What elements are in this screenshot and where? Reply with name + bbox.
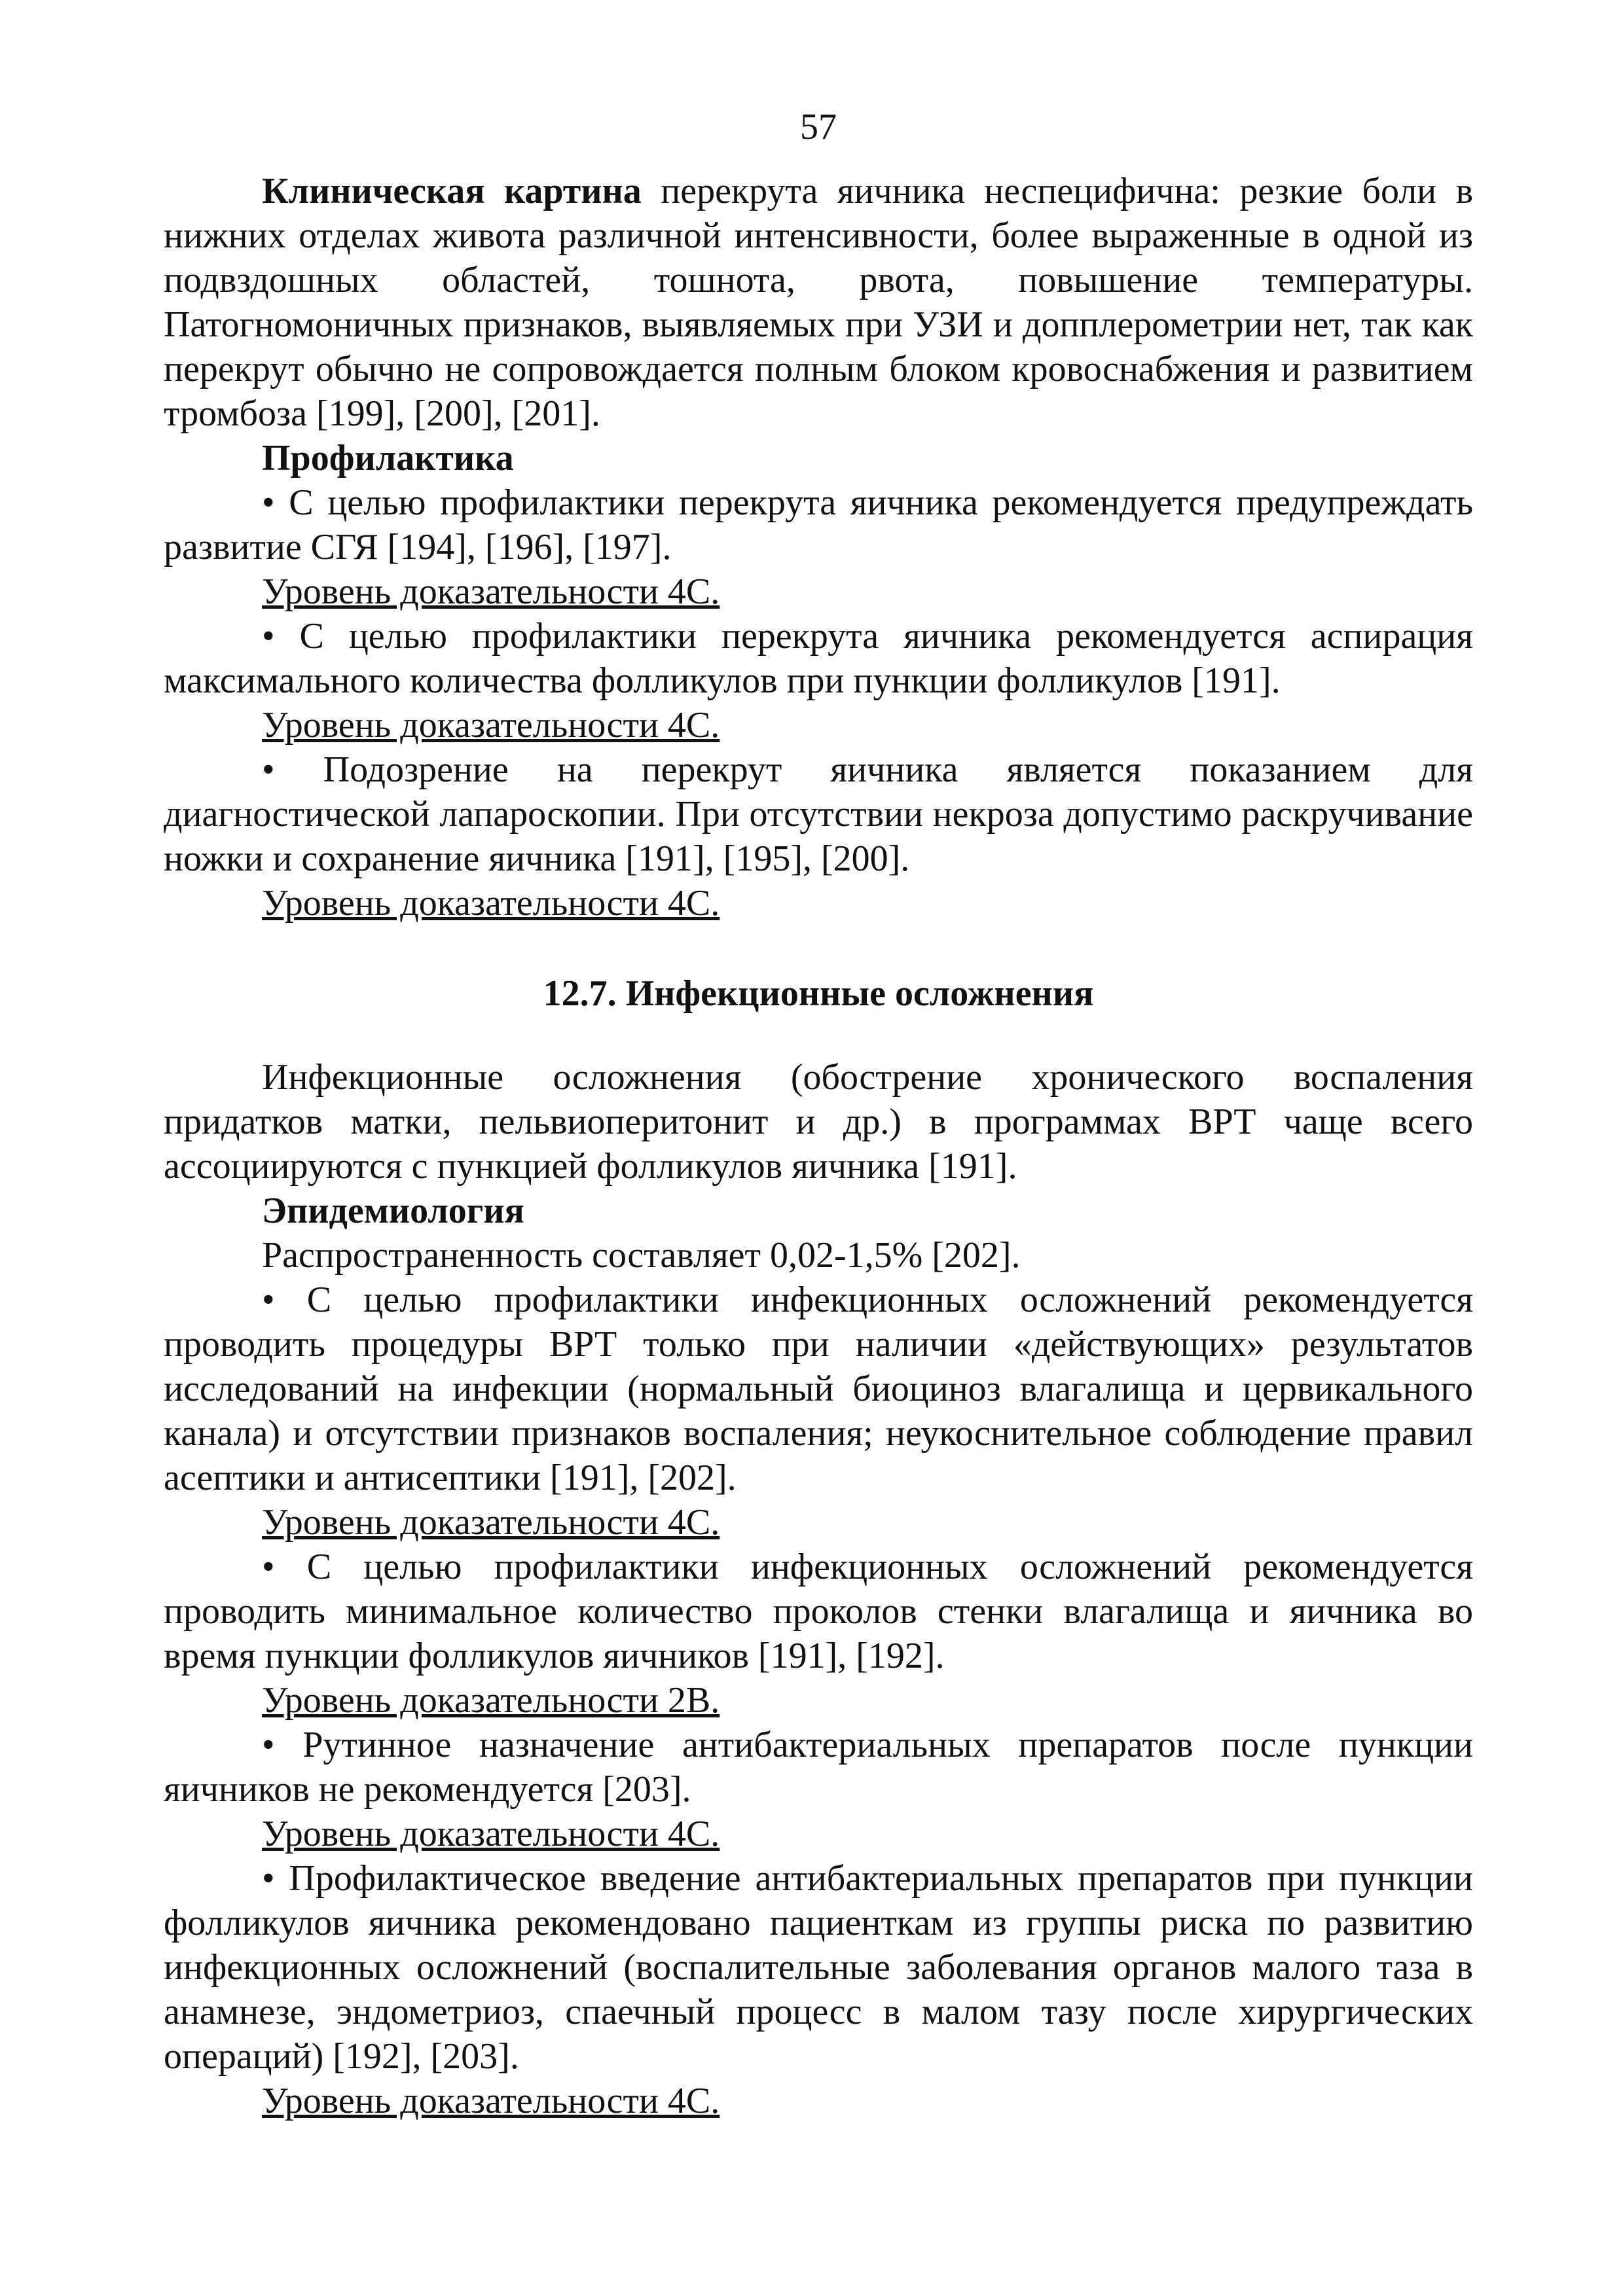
section-title: 12.7. Инфекционные осложнения [543, 973, 1094, 1014]
evidence-level-3: Уровень доказательности 4С. [262, 883, 720, 924]
infection-item-2: • С целью профилактики инфекционных осложнений рекомендуется проводить минимальное количество проколов стенки влагалища и яичника во время пункции фолликулов яичников [191], [192]. [164, 1547, 1473, 1676]
evidence-level-7: Уровень доказательности 4С. [262, 2081, 720, 2121]
infection-item-3: • Рутинное назначение антибактериальных препаратов после пункции яичников не рекомендуется [203]. [164, 1725, 1473, 1810]
clinical-lead: Клиническая картина [262, 171, 642, 211]
prophylaxis-item-2: • С целью профилактики перекрута яичника рекомендуется аспирация максимального количества фолликулов при пункции фолликулов [191]. [164, 616, 1473, 701]
infection-item-1: • С целью профилактики инфекционных осложнений рекомендуется проводить процедуры ВРТ только при наличии «действующих» результатов исследований на инфекции (нормальный биоциноз влагалища и цервикального канала) и отсутствии признаков воспаления; неукоснительное соблюдение правил асептики и антисептики [191], [202]. [164, 1280, 1473, 1498]
evidence-level-4: Уровень доказательности 4С. [262, 1502, 720, 1543]
prophylaxis-item-3: • Подозрение на перекрут яичника является показанием для диагностической лапароскопии. При отсутствии некроза допустимо раскручивание ножки и сохранение яичника [191], [195], [200]. [164, 749, 1473, 879]
clinical-text: перекрута яичника неспецифична: резкие боли в нижних отделах живота различной интенсивности, более выраженные в одной из подвздошных областей, тошнота, рвота, повышение температуры. Патогномоничных признаков, выявляемых при УЗИ и допплерометрии нет, так как перекрут обычно не сопровождается полным блоком кровоснабжения и развитием тромбоза [199], [200], [201]. [164, 171, 1474, 434]
evidence-level-1: Уровень доказательности 4С. [262, 571, 720, 612]
section-intro: Инфекционные осложнения (обострение хронического воспаления придатков матки, пельвиоперитонит и др.) в программах ВРТ чаще всего ассоциируются с пункцией фолликулов яичника [191]. [164, 1057, 1473, 1187]
prevalence-text: Распространенность составляет 0,02-1,5% [202]. [262, 1235, 1021, 1276]
evidence-level-6: Уровень доказательности 4С. [262, 1814, 720, 1854]
evidence-level-2: Уровень доказательности 4С. [262, 705, 720, 745]
prophylaxis-item-1: • С целью профилактики перекрута яичника рекомендуется предупреждать развитие СГЯ [194], [196], [197]. [164, 482, 1473, 567]
evidence-level-5: Уровень доказательности 2В. [262, 1680, 720, 1721]
document-page [164, 105, 1473, 2123]
prophylaxis-heading: Профилактика [262, 438, 514, 478]
infection-item-4: • Профилактическое введение антибактериальных препаратов при пункции фолликулов яичника рекомендовано пациенткам из группы риска по развитию инфекционных осложнений (воспалительные заболевания органов малого таза в анамнезе, эндометриоз, спаечный процесс в малом тазу после хирургических операций) [192], [203]. [164, 1858, 1473, 2077]
epidemiology-heading: Эпидемиология [262, 1191, 524, 1231]
page-number: 57 [800, 107, 837, 147]
clinical-paragraph [164, 169, 1473, 436]
